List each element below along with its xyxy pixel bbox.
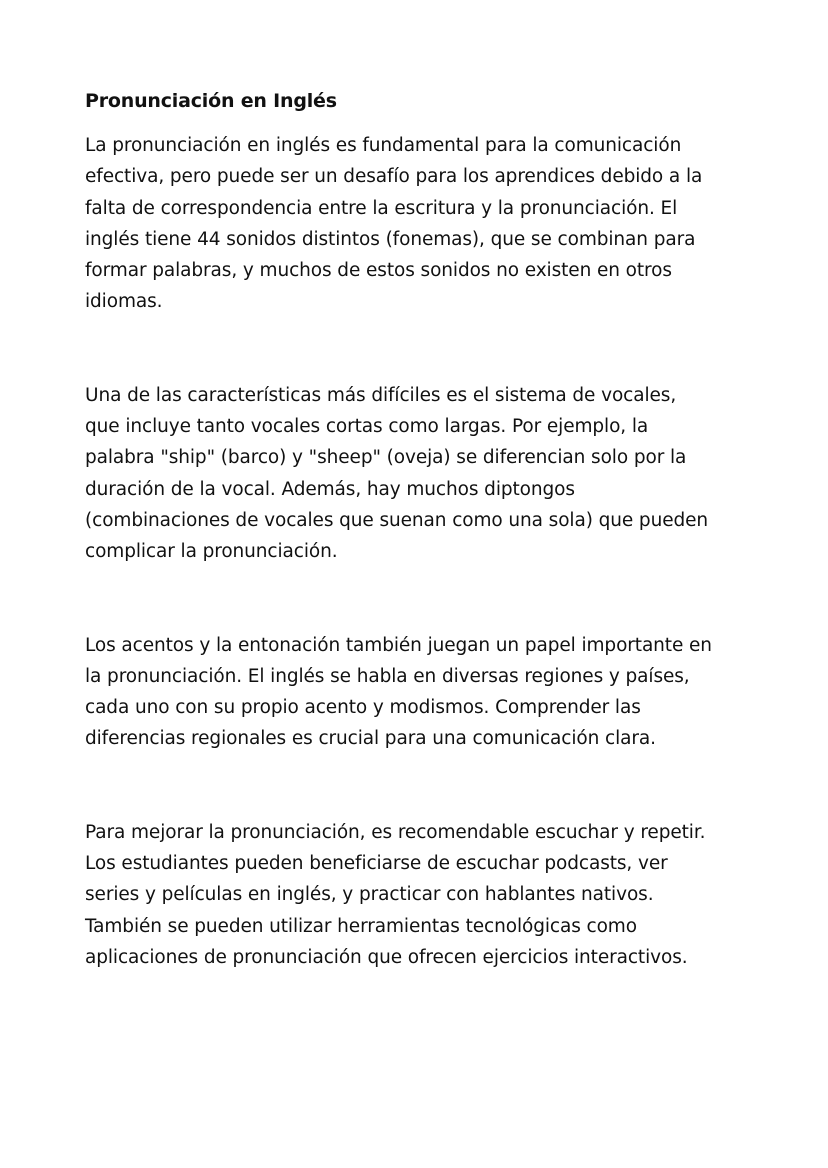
document-title: Pronunciación en Inglés: [85, 90, 337, 112]
paragraph-accents: Los acentos y la entonación también juegan un papel importante en la pronunciación. El inglés se habla en diversas regiones y países, cada uno con su propio acento y modismos. Comprender las diferencias regionales es crucial para una comunicación clara.: [85, 634, 712, 750]
paragraph-intro: La pronunciación en inglés es fundamental para la comunicación efectiva, pero puede ser un desafío para los aprendices debido a la falta de correspondencia entre la escritura y la pronunciación. El inglés tiene 44 sonidos distintos (fonemas), que se combinan para formar palabras, y muchos de estos sonidos no existen en otros idiomas.: [85, 135, 703, 313]
paragraph-improvement: Para mejorar la pronunciación, es recomendable escuchar y repetir. Los estudiantes pueden beneficiarse de escuchar podcasts, ver series y películas en inglés, y practicar con hablantes nativos. También se pueden utilizar herramientas tecnológicas como aplicaciones de pronunciación que ofrecen ejercicios interactivos.: [85, 821, 706, 968]
paragraph-vowels: Una de las características más difíciles es el sistema de vocales, que incluye tanto vocales cortas como largas. Por ejemplo, la palabra "ship" (barco) y "sheep" (oveja) se diferencian solo por la duración de la vocal. Además, hay muchos diptongos (combinaciones de vocales que suenan como una sola) que pueden complicar la pronunciación.: [85, 384, 709, 563]
document-page: [85, 86, 715, 973]
